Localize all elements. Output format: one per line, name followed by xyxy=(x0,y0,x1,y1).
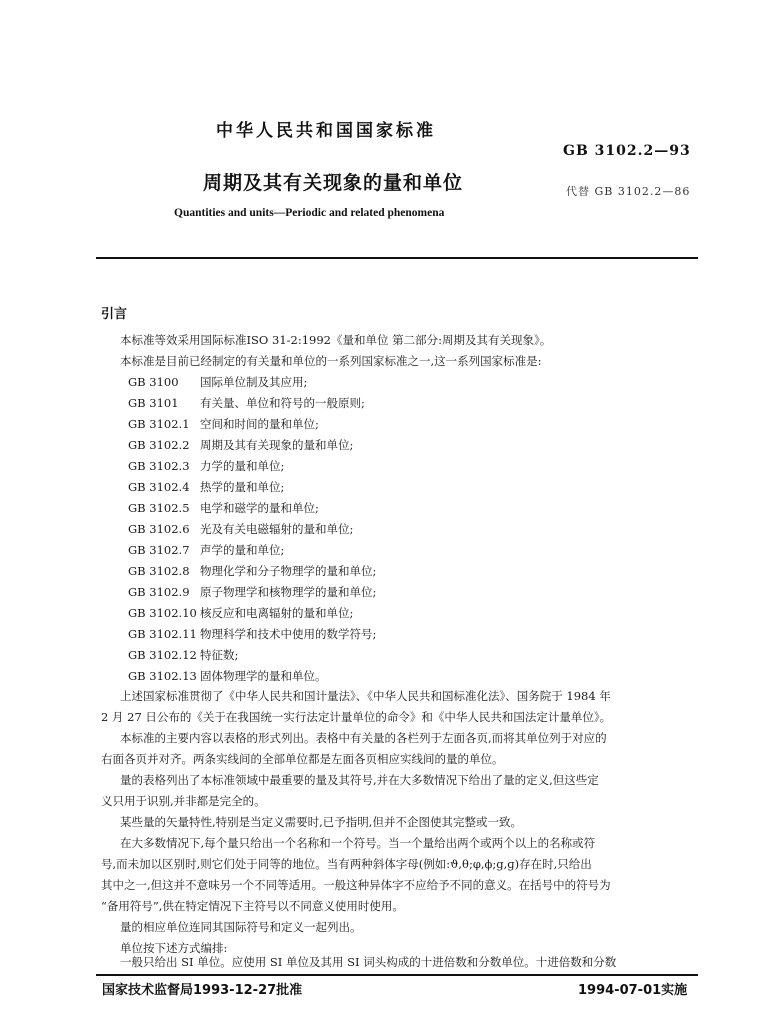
standard-title: 原子物理学和核物理学的量和单位; xyxy=(200,585,377,599)
body-line: 单位按下述方式编排: xyxy=(120,941,228,955)
standard-code: GB 3102.1 xyxy=(128,417,190,431)
standard-code: GB 3102.9 xyxy=(128,585,190,599)
body-line: 在大多数情况下,每个量只给出一个名称和一个符号。当一个量给出两个或两个以上的名称或符 xyxy=(120,836,596,850)
standard-code: GB 3102.3 xyxy=(128,459,190,473)
standard-title: 固体物理学的量和单位。 xyxy=(200,669,327,683)
document-title-english: Quantities and units—Periodic and related phenomena xyxy=(174,207,445,219)
body-line: 一般只给出 SI 单位。应使用 SI 单位及其用 SI 词头构成的十进倍数和分数单位。十进倍数和分数 xyxy=(120,955,617,969)
standard-code: GB 3102.8 xyxy=(128,564,190,578)
list-item xyxy=(128,606,353,620)
header-rule xyxy=(96,257,698,259)
standard-code: GB 3102.11 xyxy=(128,627,197,641)
list-item xyxy=(128,543,284,557)
body-line: 义只用于识别,并非都是完全的。 xyxy=(101,794,266,808)
body-line: 本标准的主要内容以表格的形式列出。表格中有关量的各栏列于左面各页,而将其单位列于对应的 xyxy=(120,731,607,745)
standard-title: 核反应和电离辐射的量和单位; xyxy=(200,606,354,620)
standard-title: 力学的量和单位; xyxy=(200,459,285,473)
list-item xyxy=(128,459,284,473)
list-item xyxy=(128,375,307,389)
standard-title: 物理科学和技术中使用的数学符号; xyxy=(200,627,377,641)
body-line: 量的相应单位连同其国际符号和定义一起列出。 xyxy=(120,920,362,934)
list-item xyxy=(128,627,376,641)
standard-title: 空间和时间的量和单位; xyxy=(200,417,319,431)
body-line: 右面各页并对齐。两条实线间的全部单位都是左面各页相应实线间的量的单位。 xyxy=(101,752,504,766)
standard-title: 光及有关电磁辐射的量和单位; xyxy=(200,522,354,536)
standard-code: GB 3102.10 xyxy=(128,606,197,620)
body-line: 其中之一,但这并不意味另一个不同等适用。一般这种异体字不应给予不同的意义。在括号中的符号为 xyxy=(101,878,611,892)
implementation-date: 1994-07-01实施 xyxy=(578,983,688,998)
replaces-standard: 代替 GB 3102.2—86 xyxy=(566,185,691,198)
list-item xyxy=(128,669,327,683)
body-line: 量的表格列出了本标准领域中最重要的量及其符号,并在大多数情况下给出了量的定义,但这些定 xyxy=(120,773,599,787)
standard-title: 周期及其有关现象的量和单位; xyxy=(200,438,354,452)
standard-code: GB 3102.5 xyxy=(128,501,190,515)
standard-code: GB 3102.6 xyxy=(128,522,190,536)
body-line: 上述国家标准贯彻了《中华人民共和国计量法》、《中华人民共和国标准化法》、国务院于 1984 年 xyxy=(120,689,611,703)
list-item xyxy=(128,438,353,452)
list-item xyxy=(128,417,319,431)
standard-code: GB 3102.12 xyxy=(128,648,197,662)
body-line: “备用符号”,供在特定情况下主符号以不同意义使用时使用。 xyxy=(101,899,404,913)
standard-code: GB 3102.4 xyxy=(128,480,190,494)
standard-title: 声学的量和单位; xyxy=(200,543,285,557)
standard-code: GB 3101 xyxy=(128,396,179,410)
standard-title: 特征数; xyxy=(200,648,239,662)
standard-code: GB 3102.13 xyxy=(128,669,197,683)
intro-line: 本标准等效采用国际标准ISO 31-2:1992《量和单位 第二部分:周期及其有关现象》。 xyxy=(120,333,552,347)
body-line: 某些量的矢量特性,特别是当定义需要时,已予指明,但并不企图使其完整或一致。 xyxy=(120,815,522,829)
document-title-chinese: 周期及其有关现象的量和单位 xyxy=(203,172,464,194)
list-item xyxy=(128,501,319,515)
list-item xyxy=(128,480,284,494)
footer-rule xyxy=(96,974,698,976)
standard-title: 热学的量和单位; xyxy=(200,480,285,494)
approval-date: 国家技术监督局1993-12-27批准 xyxy=(102,983,303,998)
standard-title: 物理化学和分子物理学的量和单位; xyxy=(200,564,377,578)
body-line: 2 月 27 日公布的《关于在我国统一实行法定计量单位的命令》和《中华人民共和国法定计量单位》。 xyxy=(101,710,612,724)
standard-code: GB 3102.2 xyxy=(128,438,190,452)
standard-number: GB 3102.2—93 xyxy=(563,143,691,159)
list-item xyxy=(128,585,376,599)
list-item xyxy=(128,396,365,410)
standard-title: 国际单位制及其应用; xyxy=(200,375,308,389)
standard-title: 有关量、单位和符号的一般原则; xyxy=(200,396,365,410)
standard-code: GB 3100 xyxy=(128,375,179,389)
agency-title: 中华人民共和国国家标准 xyxy=(216,121,436,141)
standard-code: GB 3102.7 xyxy=(128,543,190,557)
list-item xyxy=(128,564,376,578)
standard-title: 电学和磁学的量和单位; xyxy=(200,501,319,515)
intro-line: 本标准是目前已经制定的有关量和单位的一系列国家标准之一,这一系列国家标准是: xyxy=(120,354,542,368)
list-item xyxy=(128,648,238,662)
list-item xyxy=(128,522,353,536)
body-line: 号,而未加以区别时,则它们处于同等的地位。当有两种斜体字母(例如:ϑ,θ;φ,ϕ;g,ɡ)存在时,只给出 xyxy=(101,857,592,871)
section-heading: 引言 xyxy=(101,307,128,322)
